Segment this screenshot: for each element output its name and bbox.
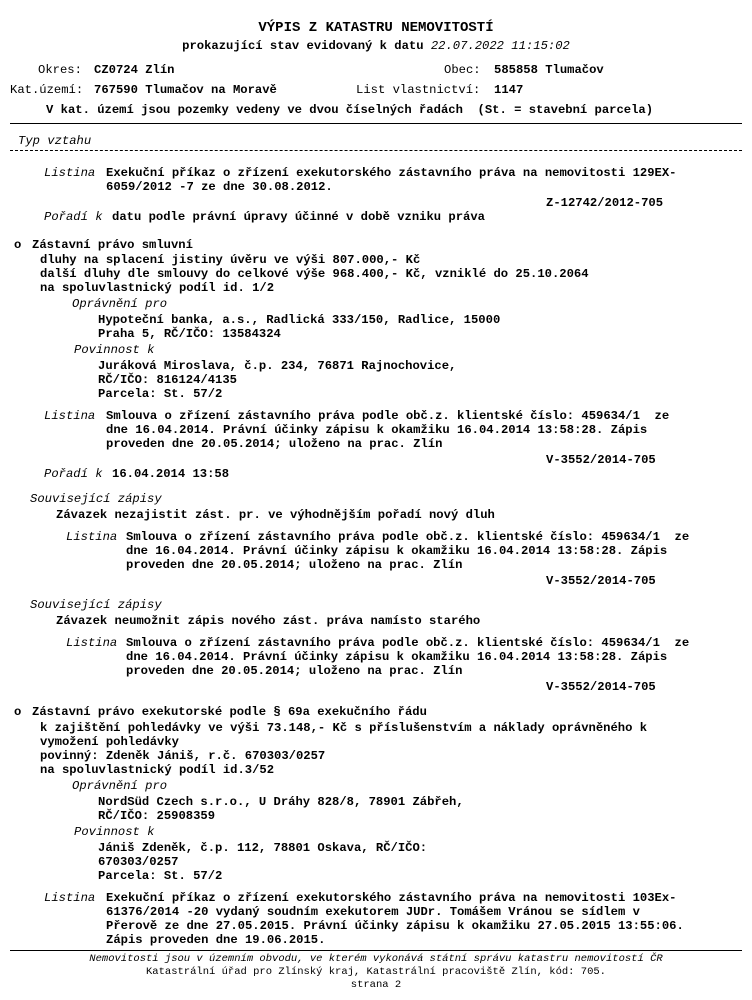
related-title: Závazek nezajistit zást. pr. ve výhodnějším pořadí nový dluh xyxy=(56,508,495,522)
opravneni-label: Oprávnění pro xyxy=(72,779,168,793)
related-title: Závazek neumožnit zápis nového zást. práva namísto starého xyxy=(56,614,481,628)
listina-label: Listina xyxy=(44,166,96,180)
povinnost-label: Povinnost k xyxy=(74,343,155,357)
typ-vztahu-rule xyxy=(10,150,742,151)
listina-label: Listina xyxy=(44,409,96,423)
katuzemi-value: 767590 Tlumačov na Moravě xyxy=(94,83,277,97)
listina-line: proveden dne 20.05.2014; uloženo na prac. Zlín xyxy=(106,437,443,451)
listina-line: Smlouva o zřízení zástavního práva podle obč.z. klientské číslo: 459634/1 ze xyxy=(106,409,670,423)
povinnost-line: Parcela: St. 57/2 xyxy=(98,869,223,883)
listina-label: Listina xyxy=(66,636,118,650)
footer-line: Katastrální úřad pro Zlínský kraj, Katastrální pracoviště Zlín, kód: 705. xyxy=(146,966,606,978)
listina-line: proveden dne 20.05.2014; uloženo na prac. Zlín xyxy=(126,558,463,572)
opravneni-line: NordSüd Czech s.r.o., U Dráhy 828/8, 78901 Zábřeh, xyxy=(98,795,464,809)
poradi-value: datu podle právní úpravy účinné v době vzniku práva xyxy=(112,210,485,224)
lv-label: List vlastnictví: xyxy=(356,83,481,97)
povinnost-line: 670303/0257 xyxy=(98,855,179,869)
listina-line: dne 16.04.2014. Právní účinky zápisu k okamžiku 16.04.2014 13:58:28. Zápis xyxy=(126,544,668,558)
listina-line: Smlouva o zřízení zástavního práva podle obč.z. klientské číslo: 459634/1 ze xyxy=(126,636,690,650)
footer-line: Nemovitosti jsou v územním obvodu, ve kterém vykonává státní správu katastru nemovitostí ČR xyxy=(89,953,663,965)
listina-label: Listina xyxy=(44,891,96,905)
povinnost-line: Parcela: St. 57/2 xyxy=(98,387,223,401)
listina-line: dne 16.04.2014. Právní účinky zápisu k okamžiku 16.04.2014 13:58:28. Zápis xyxy=(106,423,648,437)
lv-value: 1147 xyxy=(494,83,524,97)
okres-label: Okres: xyxy=(38,63,82,77)
entry-desc-line: dluhy na splacení jistiny úvěru ve výši 807.000,- Kč xyxy=(40,253,421,267)
entry-bullet: o xyxy=(14,705,22,719)
subtitle-date: 22.07.2022 11:15:02 xyxy=(430,39,570,53)
povinnost-line: Juráková Miroslava, č.p. 234, 76871 Rajnochovice, xyxy=(98,359,457,373)
povinnost-line: RČ/IČO: 816124/4135 xyxy=(98,373,237,387)
listina-line: dne 16.04.2014. Právní účinky zápisu k okamžiku 16.04.2014 13:58:28. Zápis xyxy=(126,650,668,664)
listina-ref: V-3552/2014-705 xyxy=(546,574,656,588)
listina-label: Listina xyxy=(66,530,118,544)
poradi-label: Pořadí k xyxy=(44,210,103,224)
footer-rule xyxy=(10,950,742,951)
poradi-label: Pořadí k xyxy=(44,467,103,481)
entry-desc-line: povinný: Zdeněk Jániš, r.č. 670303/0257 xyxy=(40,749,326,763)
entry-desc-line: na spoluvlastnický podíl id.3/52 xyxy=(40,763,275,777)
povinnost-line: Jániš Zdeněk, č.p. 112, 78801 Oskava, RČ/IČO: xyxy=(98,841,428,855)
listina-line: 61376/2014 -20 vydaný soudním exekutorem JUDr. Tomášem Vránou se sídlem v xyxy=(106,905,640,919)
listina-line: Smlouva o zřízení zástavního práva podle obč.z. klientské číslo: 459634/1 ze xyxy=(126,530,690,544)
opravneni-line: Praha 5, RČ/IČO: 13584324 xyxy=(98,327,281,341)
header-rule xyxy=(10,123,742,124)
entry-desc-line: na spoluvlastnický podíl id. 1/2 xyxy=(40,281,275,295)
obec-value: 585858 Tlumačov xyxy=(494,63,604,77)
katuzemi-label: Kat.území: xyxy=(10,83,84,97)
entry-bullet: o xyxy=(14,238,22,252)
document-subtitle xyxy=(0,39,752,54)
listina-line: Exekuční příkaz o zřízení exekutorského zástavního práva na nemovitosti 129EX- xyxy=(106,166,677,180)
entry-desc-line: vymožení pohledávky xyxy=(40,735,179,749)
opravneni-line: Hypoteční banka, a.s., Radlická 333/150, Radlice, 15000 xyxy=(98,313,501,327)
listina-ref: V-3552/2014-705 xyxy=(546,453,656,467)
subtitle-prefix: prokazující stav evidovaný k datu xyxy=(182,39,424,53)
listina-line: Přerově ze dne 27.05.2015. Právní účinky zápisu k okamžiku 27.05.2015 13:55:06. xyxy=(106,919,684,933)
related-label: Související zápisy xyxy=(30,492,162,506)
listina-ref: Z-12742/2012-705 xyxy=(546,196,664,210)
entry-desc-line: k zajištění pohledávky ve výši 73.148,- Kč s příslušenstvím a náklady oprávněného k xyxy=(40,721,648,735)
listina-ref: V-3552/2014-705 xyxy=(546,680,656,694)
document-title: VÝPIS Z KATASTRU NEMOVITOSTÍ xyxy=(258,20,494,36)
poradi-value: 16.04.2014 13:58 xyxy=(112,467,230,481)
entry-desc-line: další dluhy dle smlouvy do celkové výše 968.400,- Kč, vzniklé do 25.10.2064 xyxy=(40,267,589,281)
povinnost-label: Povinnost k xyxy=(74,825,155,839)
page-number: strana 2 xyxy=(350,979,402,991)
entry-title: Zástavní právo smluvní xyxy=(32,238,193,252)
listina-line: 6059/2012 -7 ze dne 30.08.2012. xyxy=(106,180,333,194)
listina-line: Zápis proveden dne 19.06.2015. xyxy=(106,933,326,947)
listina-line: Exekuční příkaz o zřízení exekutorského zástavního práva na nemovitosti 103Ex- xyxy=(106,891,677,905)
entry-title: Zástavní právo exekutorské podle § 69a exekučního řádu xyxy=(32,705,427,719)
related-label: Související zápisy xyxy=(30,598,162,612)
typ-vztahu-label: Typ vztahu xyxy=(18,134,92,148)
katuzemi-note: V kat. území jsou pozemky vedeny ve dvou číselných řadách (St. = stavební parcela) xyxy=(46,103,654,117)
listina-line: proveden dne 20.05.2014; uloženo na prac. Zlín xyxy=(126,664,463,678)
okres-value: CZ0724 Zlín xyxy=(94,63,175,77)
obec-label: Obec: xyxy=(444,63,481,77)
opravneni-label: Oprávnění pro xyxy=(72,297,168,311)
opravneni-line: RČ/IČO: 25908359 xyxy=(98,809,216,823)
